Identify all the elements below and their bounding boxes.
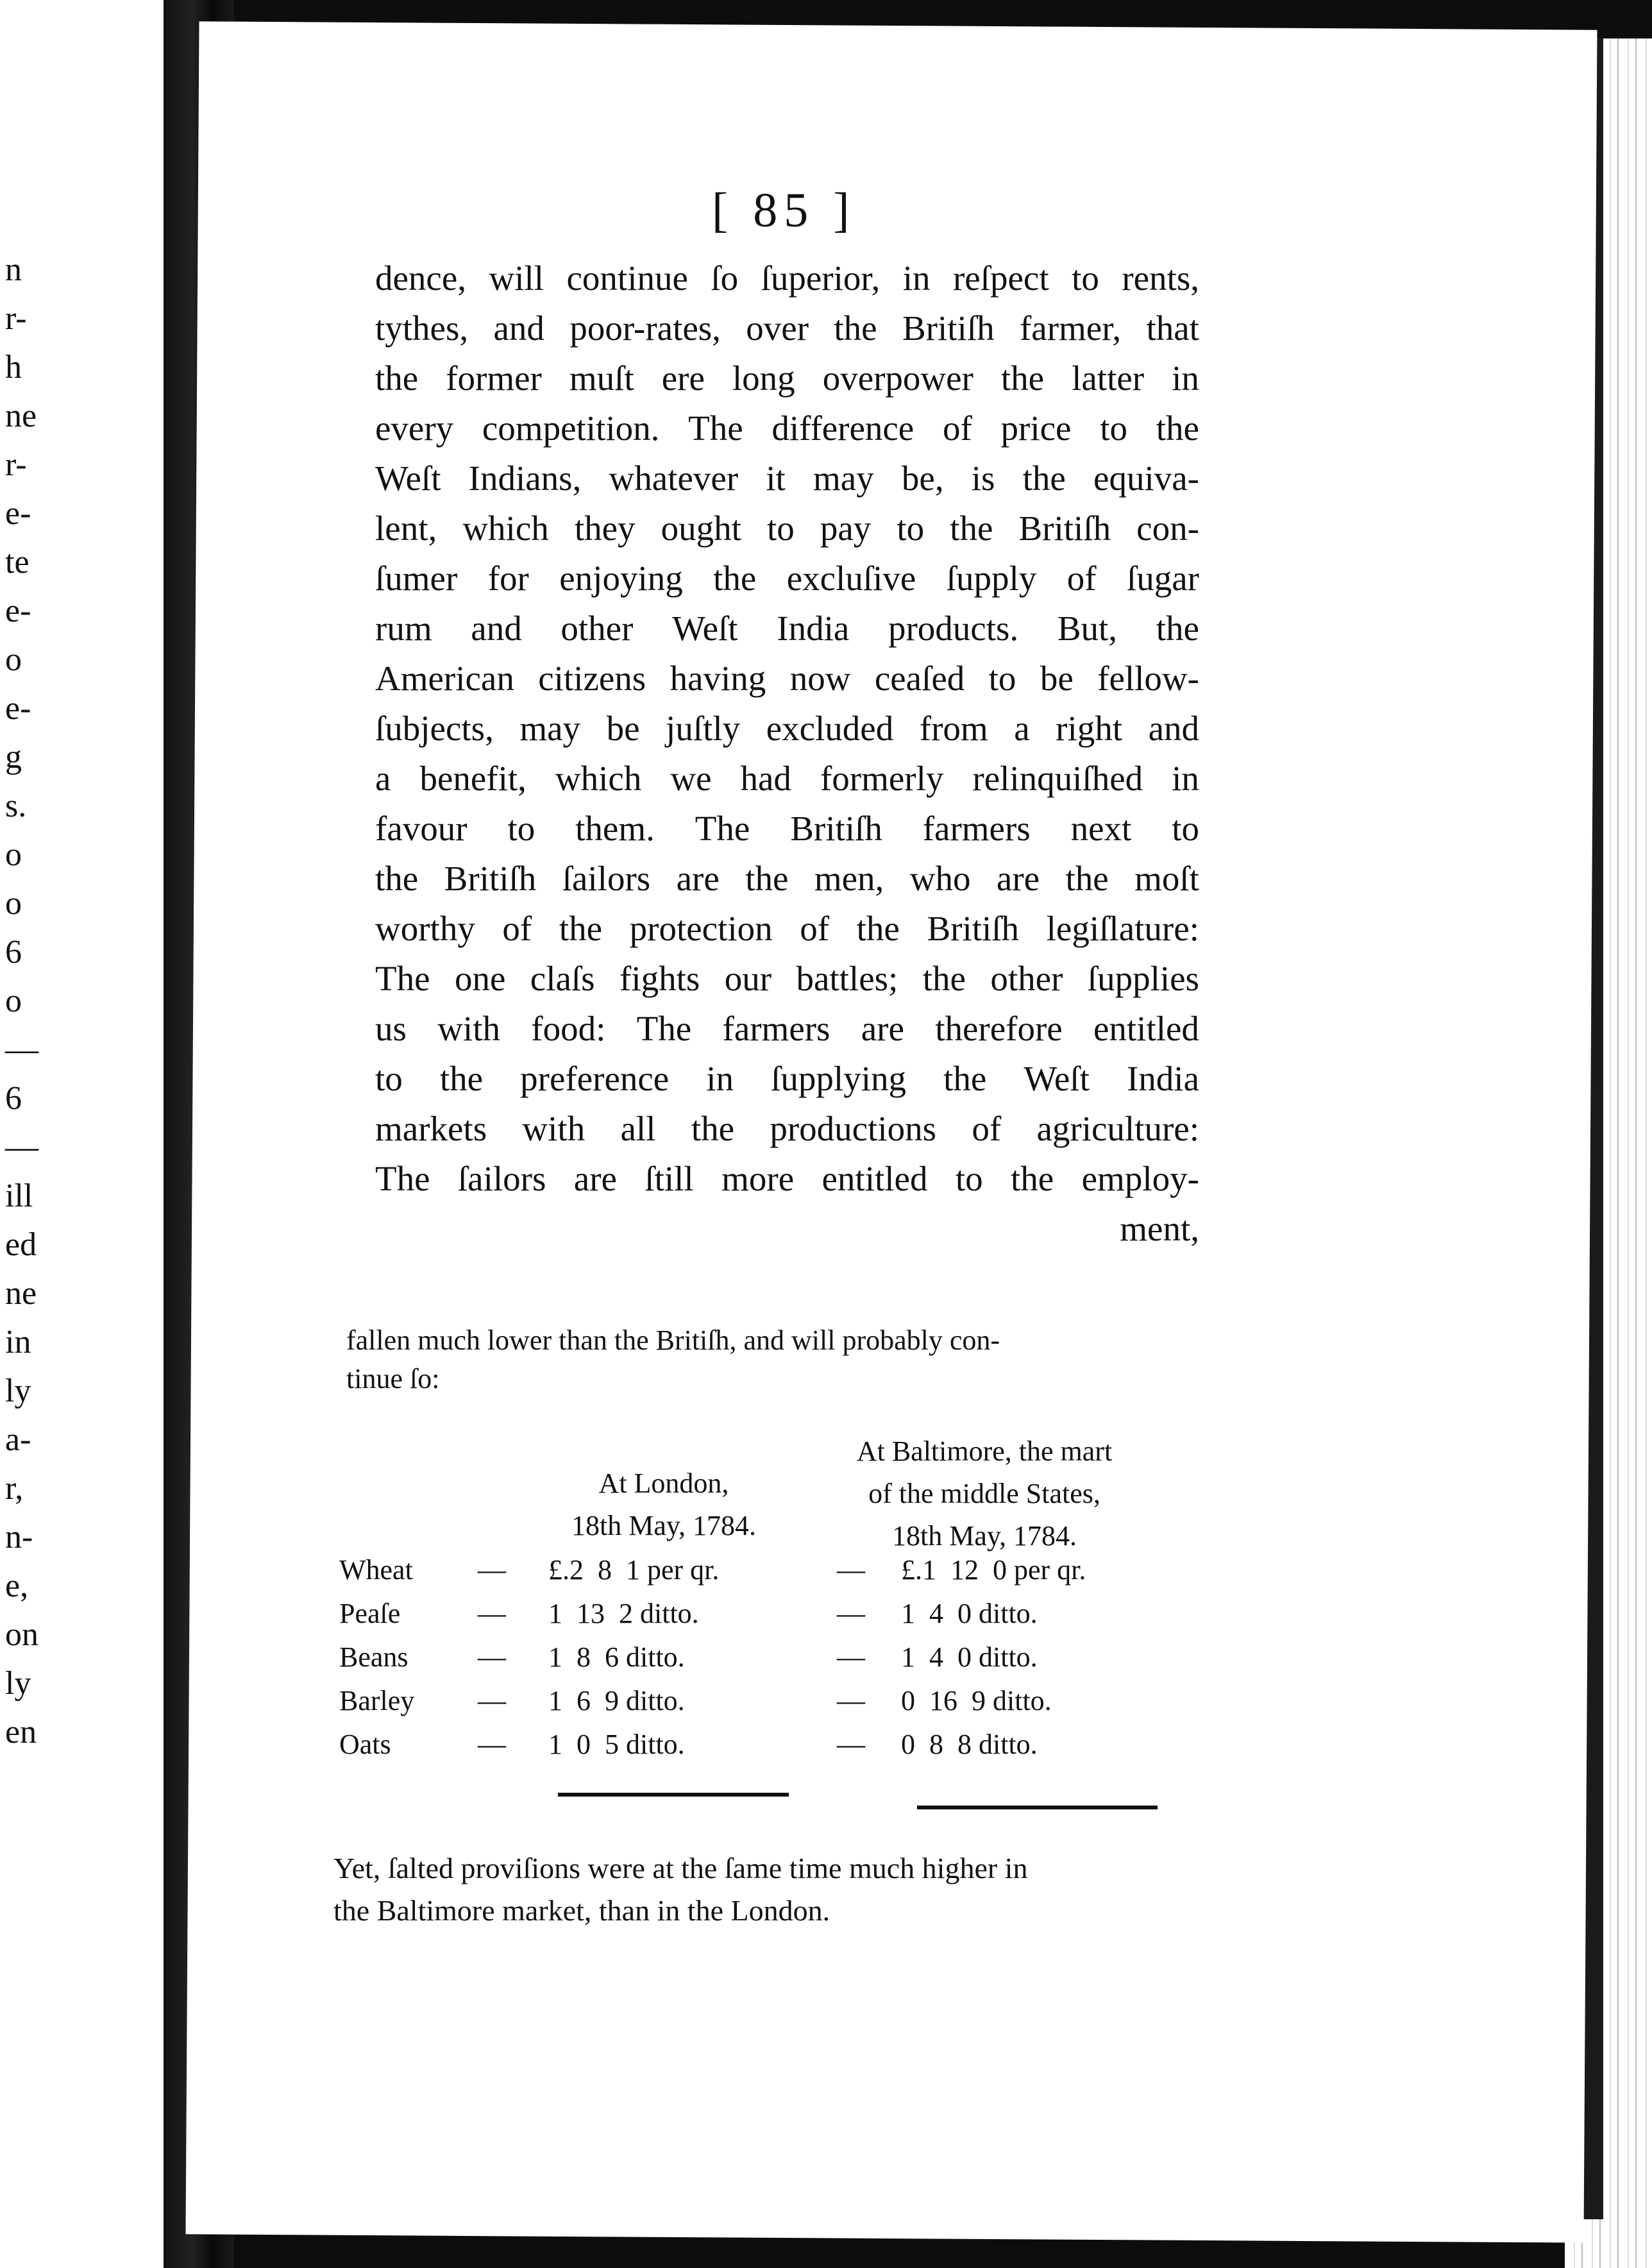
table-row xyxy=(337,1723,1177,1766)
facing-page-fragment: — xyxy=(5,1031,38,1068)
word: of xyxy=(942,409,972,448)
facing-page-fragment: o xyxy=(5,836,22,873)
word: protection xyxy=(629,909,773,948)
dash: — xyxy=(837,1554,865,1586)
word: excluſive xyxy=(786,559,916,598)
word: the xyxy=(1065,859,1109,898)
word: Weſt xyxy=(1024,1059,1090,1098)
word: to xyxy=(955,1159,983,1198)
word: in xyxy=(1172,359,1199,398)
body-text xyxy=(375,253,1199,1254)
text-line xyxy=(375,504,1199,554)
london-header-line: 18th May, 1784. xyxy=(571,1510,757,1541)
text-line xyxy=(375,604,1199,654)
word: battles; xyxy=(796,959,898,998)
word: citizens xyxy=(538,659,646,698)
word: juſtly xyxy=(666,709,741,748)
word: are xyxy=(861,1009,904,1048)
word: with xyxy=(522,1109,586,1148)
word: equiva- xyxy=(1093,459,1199,498)
word: are xyxy=(676,859,720,898)
facing-page-fragment: ill xyxy=(5,1178,33,1214)
word: products. xyxy=(888,609,1019,648)
word: rents, xyxy=(1122,258,1199,298)
word: former xyxy=(446,359,542,398)
word: ſupplying xyxy=(771,1059,906,1098)
word: next xyxy=(1070,809,1132,848)
word: more xyxy=(721,1159,795,1198)
facing-page-fragment: — xyxy=(5,1129,38,1165)
word: and xyxy=(1148,709,1199,748)
facing-page-fragment: r, xyxy=(5,1470,24,1507)
word: they xyxy=(574,509,636,548)
word: other xyxy=(990,959,1063,998)
closing-note xyxy=(333,1847,1167,1932)
word: fellow- xyxy=(1097,659,1199,698)
text-line xyxy=(375,1054,1199,1104)
dash: — xyxy=(478,1554,506,1586)
word: agriculture: xyxy=(1036,1109,1199,1148)
word: the xyxy=(559,909,603,948)
word: Weſt xyxy=(375,459,441,498)
word: whatever xyxy=(609,459,739,498)
facing-page-fragment: on xyxy=(5,1616,38,1653)
facing-page-fragment: g xyxy=(5,739,22,775)
facing-page-fragment: e- xyxy=(5,690,31,727)
word: rum xyxy=(375,609,432,648)
word: them. xyxy=(575,809,655,848)
word: of xyxy=(1066,559,1097,598)
word: the xyxy=(1022,459,1066,498)
london-price: 1 0 5 ditto. xyxy=(548,1729,685,1760)
facing-page-fragment: e- xyxy=(5,593,31,629)
word: from xyxy=(919,709,988,748)
facing-page-fragment: e, xyxy=(5,1568,29,1604)
word: ſailors xyxy=(457,1159,546,1198)
grain-name: Wheat xyxy=(339,1554,413,1586)
word: The xyxy=(695,809,750,848)
dash: — xyxy=(837,1641,865,1673)
word: of xyxy=(800,909,830,948)
word: fights xyxy=(620,959,700,998)
word: But, xyxy=(1057,609,1118,648)
word: the xyxy=(745,859,789,898)
word: had xyxy=(740,759,791,798)
word: other xyxy=(560,609,634,648)
text-line xyxy=(375,403,1199,453)
word: farmers xyxy=(722,1009,830,1048)
facing-page-fragment: o xyxy=(5,885,22,922)
word: long xyxy=(732,359,795,398)
word: of xyxy=(502,909,532,948)
word: to xyxy=(1072,258,1099,298)
word: entitled xyxy=(1093,1009,1199,1048)
dash: — xyxy=(837,1685,865,1716)
word: enjoying xyxy=(559,559,683,598)
word: markets xyxy=(375,1109,487,1148)
word: employ- xyxy=(1081,1159,1199,1198)
facing-page-fragment: r- xyxy=(5,446,27,483)
word: the xyxy=(1011,1159,1054,1198)
word: ſtill xyxy=(645,1159,694,1198)
baltimore-header-line: of the middle States, xyxy=(868,1478,1100,1509)
word: muſt xyxy=(569,359,634,398)
dash: — xyxy=(478,1598,506,1629)
dash: — xyxy=(478,1685,506,1716)
word: moſt xyxy=(1134,859,1199,898)
facing-page-fragment: ne xyxy=(5,398,37,434)
baltimore-price: 1 4 0 ditto. xyxy=(901,1641,1038,1673)
word: the xyxy=(713,559,757,598)
facing-page-fragment: en xyxy=(5,1714,37,1750)
word: lent, xyxy=(375,509,437,548)
facing-page-fragment: o xyxy=(5,983,22,1019)
text-line xyxy=(375,453,1199,504)
word: ought xyxy=(661,509,741,548)
catchword-line xyxy=(375,1204,1199,1254)
word: Britiſh xyxy=(444,859,537,898)
word: latter xyxy=(1072,359,1145,398)
word: with xyxy=(437,1009,500,1048)
word: all xyxy=(620,1109,656,1148)
baltimore-header-line: 18th May, 1784. xyxy=(891,1520,1077,1552)
london-price: 1 6 9 ditto. xyxy=(548,1685,685,1716)
word: are xyxy=(573,1159,617,1198)
text-line xyxy=(375,754,1199,804)
dash: — xyxy=(837,1598,865,1629)
facing-page-fragment: 6 xyxy=(5,934,22,970)
word: to xyxy=(766,509,795,548)
word: pay xyxy=(820,509,872,548)
word: one xyxy=(454,959,506,998)
london-price: £.2 8 1 per qr. xyxy=(548,1554,720,1586)
word: the xyxy=(439,1059,484,1098)
word: the xyxy=(375,859,419,898)
grain-name: Peaſe xyxy=(339,1598,401,1629)
word: ſubjects, xyxy=(375,709,494,748)
word: the xyxy=(1156,609,1199,648)
word: farmers xyxy=(922,809,1031,848)
word: may xyxy=(813,459,874,498)
table-row xyxy=(337,1593,1177,1635)
word: ſuperior, xyxy=(761,258,881,298)
text-line xyxy=(375,904,1199,954)
london-price: 1 8 6 ditto. xyxy=(548,1641,685,1673)
word: The xyxy=(375,959,430,998)
facing-page-fragment: ed xyxy=(5,1226,37,1263)
word: ſailors xyxy=(562,859,651,898)
word: favour xyxy=(375,809,468,848)
word: farmer, xyxy=(1019,309,1122,348)
word: worthy xyxy=(375,909,475,948)
word: which xyxy=(555,759,642,798)
word: which xyxy=(462,509,549,548)
word: competition. xyxy=(482,409,660,448)
word: of xyxy=(972,1109,1002,1148)
word: therefore xyxy=(935,1009,1063,1048)
word: be xyxy=(606,709,640,748)
word: ceaſed xyxy=(874,659,965,698)
word: dence, xyxy=(375,258,466,298)
word: continue xyxy=(566,258,688,298)
word: to xyxy=(507,809,535,848)
word: the xyxy=(1000,359,1045,398)
word: right xyxy=(1056,709,1123,748)
word: food: xyxy=(531,1009,606,1048)
table-row xyxy=(337,1549,1177,1591)
word: our xyxy=(724,959,772,998)
word: and xyxy=(493,309,544,348)
word: productions xyxy=(770,1109,937,1148)
word: for xyxy=(487,559,529,598)
closing-line: Yet, ſalted proviſions were at the ſame time much higher in xyxy=(333,1852,1028,1884)
dash: — xyxy=(478,1641,506,1673)
facing-page-fragment: ne xyxy=(5,1275,37,1312)
footnote-line: fallen much lower than the Britiſh, and will probably con- xyxy=(346,1324,1000,1356)
word: the xyxy=(691,1109,735,1148)
footnote xyxy=(346,1321,1167,1398)
word: The xyxy=(636,1009,692,1048)
word: ſugar xyxy=(1126,559,1199,598)
word: that xyxy=(1146,309,1199,348)
word: Britiſh xyxy=(927,909,1020,948)
london-total-rule xyxy=(558,1793,789,1797)
facing-page-fragment: e- xyxy=(5,495,31,532)
word: the xyxy=(922,959,966,998)
word: the xyxy=(1156,409,1199,448)
word: to xyxy=(375,1059,403,1098)
word: India xyxy=(1126,1059,1199,1098)
word: us xyxy=(375,1009,407,1048)
word: the xyxy=(950,509,993,548)
word: be xyxy=(1040,659,1074,698)
table-row xyxy=(337,1680,1177,1722)
word: in xyxy=(902,258,931,298)
facing-page-fragment: ly xyxy=(5,1373,31,1409)
closing-line: the Baltimore market, than in the London. xyxy=(333,1894,830,1927)
table-row xyxy=(337,1636,1177,1679)
word: over xyxy=(746,309,809,348)
text-line xyxy=(375,654,1199,704)
word: who xyxy=(909,859,971,898)
baltimore-price: 0 16 9 ditto. xyxy=(901,1685,1052,1716)
london-column-header xyxy=(548,1462,779,1547)
word: be, xyxy=(901,459,944,498)
word: is xyxy=(971,459,995,498)
word: to xyxy=(1100,409,1127,448)
word: to xyxy=(1172,809,1199,848)
text-line xyxy=(375,1154,1199,1204)
word: poor-rates, xyxy=(569,309,721,348)
facing-page xyxy=(0,0,164,2268)
word: excluded xyxy=(766,709,894,748)
word: Britiſh xyxy=(790,809,882,848)
word: India xyxy=(777,609,850,648)
word: the xyxy=(834,309,877,348)
text-line xyxy=(375,554,1199,604)
text-line xyxy=(375,303,1199,353)
catchword: ment, xyxy=(1120,1209,1199,1248)
word: difference xyxy=(771,409,914,448)
word: having xyxy=(670,659,766,698)
word: men, xyxy=(814,859,884,898)
facing-page-fragment: r- xyxy=(5,300,27,337)
word: to xyxy=(897,509,925,548)
facing-page-fragment: n- xyxy=(5,1519,33,1555)
word: Weſt xyxy=(672,609,738,648)
baltimore-price: £.1 12 0 per qr. xyxy=(901,1554,1086,1586)
baltimore-price: 0 8 8 ditto. xyxy=(901,1729,1038,1760)
word: will xyxy=(489,258,544,298)
baltimore-price: 1 4 0 ditto. xyxy=(901,1598,1038,1629)
word: formerly xyxy=(820,759,944,798)
grain-name: Oats xyxy=(339,1729,391,1760)
dash: — xyxy=(837,1729,865,1760)
baltimore-column-header xyxy=(811,1430,1158,1557)
word: ſo xyxy=(711,258,739,298)
word: ſumer xyxy=(375,559,458,598)
london-header-line: At London, xyxy=(598,1468,729,1499)
word: American xyxy=(375,659,514,698)
facing-page-fragment: s. xyxy=(5,788,27,824)
word: every xyxy=(375,409,454,448)
word: tythes, xyxy=(375,309,469,348)
word: are xyxy=(996,859,1040,898)
word: a xyxy=(1014,709,1030,748)
word: claſs xyxy=(530,959,595,998)
word: the xyxy=(375,359,419,398)
facing-page-fragment: n xyxy=(5,251,22,288)
text-line xyxy=(375,353,1199,403)
text-line xyxy=(375,804,1199,854)
word: may xyxy=(519,709,581,748)
word: a xyxy=(375,759,391,798)
word: now xyxy=(789,659,851,698)
text-line xyxy=(375,954,1199,1004)
word: in xyxy=(706,1059,734,1098)
word: The xyxy=(375,1159,430,1198)
word: we xyxy=(670,759,712,798)
word: to xyxy=(988,659,1016,698)
grain-name: Barley xyxy=(339,1685,415,1716)
word: the xyxy=(943,1059,987,1098)
word: The xyxy=(688,409,743,448)
london-price: 1 13 2 ditto. xyxy=(548,1598,699,1629)
word: reſpect xyxy=(952,258,1049,298)
word: relinquiſhed xyxy=(972,759,1143,798)
grain-name: Beans xyxy=(339,1641,409,1673)
dash: — xyxy=(478,1729,506,1760)
footnote-line: tinue ſo: xyxy=(346,1363,440,1394)
baltimore-total-rule xyxy=(917,1806,1158,1809)
word: benefit, xyxy=(419,759,527,798)
text-line xyxy=(375,704,1199,754)
word: the xyxy=(856,909,900,948)
text-line xyxy=(375,854,1199,904)
facing-page-fragment: h xyxy=(5,349,22,385)
word: con- xyxy=(1136,509,1199,548)
word: ſupplies xyxy=(1087,959,1199,998)
grain-price-table xyxy=(337,1430,1177,1847)
word: legiſlature: xyxy=(1046,909,1199,948)
word: entitled xyxy=(822,1159,928,1198)
word: Britiſh xyxy=(1018,509,1111,548)
word: price xyxy=(1000,409,1072,448)
word: preference xyxy=(520,1059,670,1098)
text-line xyxy=(375,253,1199,303)
facing-page-fragment: 6 xyxy=(5,1080,22,1117)
word: ere xyxy=(661,359,705,398)
word: ſupply xyxy=(946,559,1037,598)
word: overpower xyxy=(822,359,973,398)
text-line xyxy=(375,1004,1199,1054)
page-number: [ 85 ] xyxy=(712,183,856,237)
word: and xyxy=(471,609,522,648)
text-line xyxy=(375,1104,1199,1154)
word: Indians, xyxy=(468,459,582,498)
facing-page-fragment: o xyxy=(5,641,22,678)
facing-page-fragment: ly xyxy=(5,1665,31,1702)
facing-page-fragment: te xyxy=(5,544,30,580)
word: Britiſh xyxy=(902,309,995,348)
word: it xyxy=(766,459,786,498)
facing-page-fragment: in xyxy=(5,1324,31,1360)
baltimore-header-line: At Baltimore, the mart xyxy=(856,1435,1113,1467)
word: in xyxy=(1172,759,1199,798)
facing-page-fragment: a- xyxy=(5,1421,31,1458)
